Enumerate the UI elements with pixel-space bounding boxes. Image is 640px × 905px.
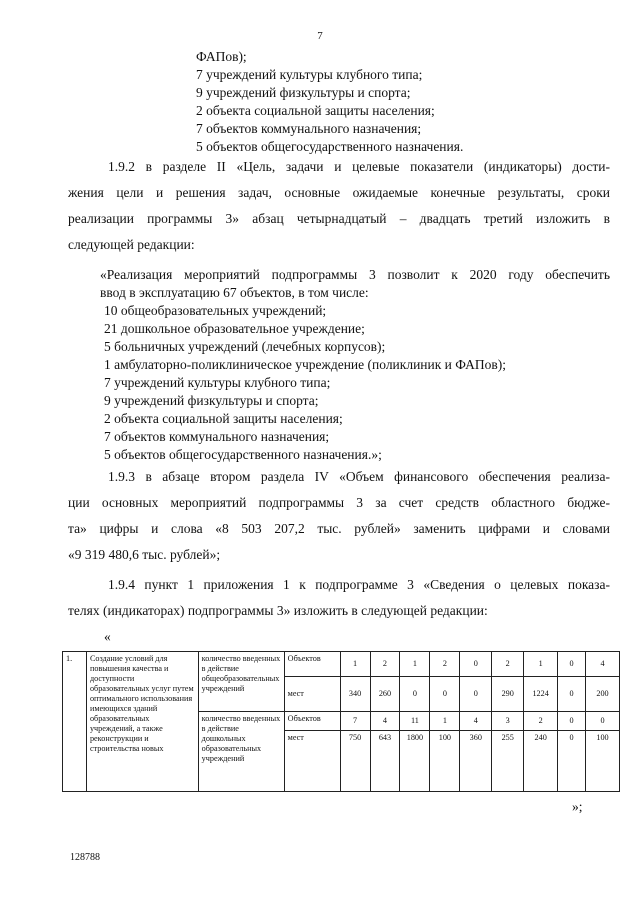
value-cell: 643 (370, 731, 400, 792)
value-cell: 0 (460, 652, 492, 677)
quote-intro (100, 266, 610, 302)
paragraph-line: ции основных мероприятий подпрограммы 3 за счет средств областного бюдже- (68, 495, 610, 510)
paragraph-line: «9 319 480,6 тыс. рублей»; (68, 547, 221, 562)
value-cell: 2 (370, 652, 400, 677)
value-cell: 7 (340, 712, 370, 731)
paragraph-line: 1.9.2 в разделе II «Цель, задачи и целевые показатели (индикаторы) дости- (108, 159, 610, 174)
quote-line: ввод в эксплуатацию 67 объектов, в том числе: (100, 285, 369, 300)
value-cell: 100 (430, 731, 460, 792)
quote-line: «Реализация мероприятий подпрограммы 3 позволит к 2020 году обеспечить (100, 267, 610, 282)
value-cell: 255 (492, 731, 524, 792)
list-item: 5 объектов общегосударственного назначения. (196, 139, 464, 154)
value-cell: 200 (586, 677, 620, 712)
value-cell: 0 (430, 677, 460, 712)
list-item: 9 учреждений физкультуры и спорта; (104, 393, 319, 408)
page-number: 7 (317, 30, 323, 42)
document-id: 128788 (70, 852, 100, 863)
paragraph-line: 1.9.4 пункт 1 приложения 1 к подпрограмме 3 «Сведения о целевых показа- (108, 577, 610, 592)
value-cell: 1 (430, 712, 460, 731)
value-cell: 0 (558, 677, 586, 712)
list-item: 10 общеобразовательных учреждений; (104, 303, 327, 318)
quote-list (104, 302, 506, 464)
list-top (196, 48, 463, 156)
unit-cell: мест (284, 731, 340, 792)
value-cell: 2 (430, 652, 460, 677)
unit-cell: Объектов (284, 652, 340, 677)
list-item: 5 больничных учреждений (лечебных корпусов); (104, 339, 386, 354)
paragraph-line: жения цели и решения задач, основные ожидаемые конечные результаты, сроки (68, 185, 610, 200)
close-quote: »; (572, 799, 583, 814)
value-cell: 1 (340, 652, 370, 677)
value-cell: 1224 (524, 677, 558, 712)
list-item: 9 учреждений физкультуры и спорта; (196, 85, 411, 100)
value-cell: 0 (460, 677, 492, 712)
value-cell: 100 (586, 731, 620, 792)
list-item: 7 учреждений культуры клубного типа; (196, 67, 423, 82)
value-cell: 750 (340, 731, 370, 792)
value-cell: 4 (460, 712, 492, 731)
value-cell: 0 (586, 712, 620, 731)
value-cell: 2 (524, 712, 558, 731)
value-cell: 340 (340, 677, 370, 712)
paragraph-line: та» цифры и слова «8 503 207,2 тыс. рублей» заменить цифрами и словами (68, 521, 610, 536)
list-item: 7 объектов коммунального назначения; (104, 429, 330, 444)
indicator-name-cell: количество введенных в действие общеобразовательных учреждений (198, 652, 284, 712)
value-cell: 1800 (400, 731, 430, 792)
indicators-table (62, 651, 620, 792)
paragraph-1-9-2 (68, 158, 610, 254)
value-cell: 1 (400, 652, 430, 677)
value-cell: 2 (492, 652, 524, 677)
list-item: 1 амбулаторно-поликлиническое учреждение (поликлиник и ФАПов); (104, 357, 506, 372)
paragraph-1-9-3 (68, 468, 610, 564)
list-item: 5 объектов общегосударственного назначения.»; (104, 447, 382, 462)
value-cell: 290 (492, 677, 524, 712)
paragraph-1-9-4 (68, 576, 610, 620)
value-cell: 0 (400, 677, 430, 712)
value-cell: 0 (558, 652, 586, 677)
value-cell: 11 (400, 712, 430, 731)
value-cell: 260 (370, 677, 400, 712)
value-cell: 0 (558, 731, 586, 792)
value-cell: 4 (586, 652, 620, 677)
value-cell: 360 (460, 731, 492, 792)
value-cell: 3 (492, 712, 524, 731)
value-cell: 1 (524, 652, 558, 677)
paragraph-line: следующей редакции: (68, 237, 195, 252)
list-item: 2 объекта социальной защиты населения; (196, 103, 435, 118)
paragraph-line: 1.9.3 в абзаце втором раздела IV «Объем финансового обеспечения реализа- (108, 469, 610, 484)
list-item: 2 объекта социальной защиты населения; (104, 411, 343, 426)
description-cell: Создание условий для повышения качества и доступности образовательных услуг путем оптимального использования имеющихся зданий образовательных учреждений, а также реконструкции и строительства новых (86, 652, 198, 792)
value-cell: 240 (524, 731, 558, 792)
list-item: ФАПов); (196, 49, 247, 64)
indicator-name-cell: количество введенных в действие дошкольных образовательных учреждений (198, 712, 284, 792)
row-number-cell: 1. (63, 652, 87, 792)
value-cell: 0 (558, 712, 586, 731)
list-item: 7 учреждений культуры клубного типа; (104, 375, 331, 390)
table-row (63, 652, 620, 677)
list-item: 21 дошкольное образовательное учреждение; (104, 321, 365, 336)
list-item: 7 объектов коммунального назначения; (196, 121, 422, 136)
unit-cell: Объектов (284, 712, 340, 731)
value-cell: 4 (370, 712, 400, 731)
paragraph-line: телях (индикаторах) подпрограммы 3» изложить в следующей редакции: (68, 603, 488, 618)
paragraph-line: реализации программы 3» абзац четырнадцатый – двадцать третий изложить в (68, 211, 610, 226)
open-quote: « (104, 629, 111, 644)
unit-cell: мест (284, 677, 340, 712)
